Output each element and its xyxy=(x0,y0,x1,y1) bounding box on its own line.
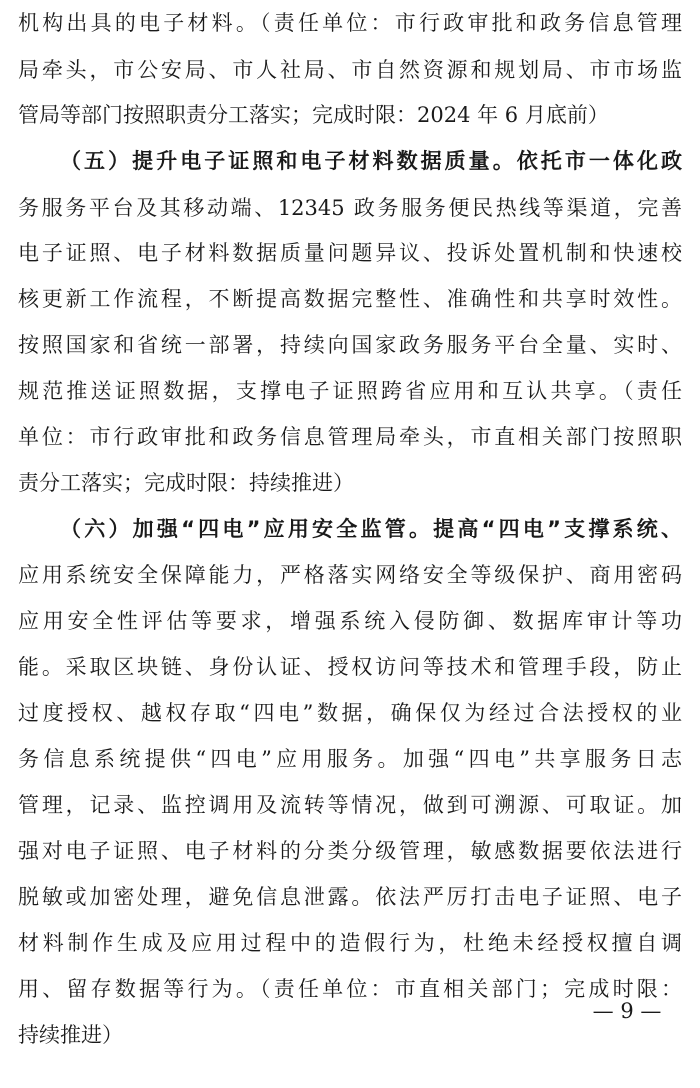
section-5-first-line xyxy=(60,144,682,178)
body-text-line: 材料制作生成及应用过程中的造假行为，杜绝未经授权擅自调 xyxy=(18,931,682,955)
body-text-line: 用、留存数据等行为。（责任单位：市直相关部门；完成时限： xyxy=(18,977,682,1001)
body-text-line: 脱敏或加密处理，避免信息泄露。依法严厉打击电子证照、电子 xyxy=(18,885,682,909)
body-text-line: 电子证照、电子材料数据质量问题异议、投诉处置机制和快速校 xyxy=(18,241,682,265)
body-text-line: 应用安全性评估等要求，增强系统入侵防御、数据库审计等功 xyxy=(18,609,682,633)
body-text-line: 单位：市行政审批和政务信息管理局牵头，市直相关部门按照职 xyxy=(18,425,682,449)
section-6-heading: 加强“四电”应用安全监管。提高“四电”支撑系统、 xyxy=(132,517,682,541)
body-text-line: 过度授权、越权存取“四电”数据，确保仅为经过合法授权的业 xyxy=(18,701,682,725)
body-text-line: 应用系统安全保障能力，严格落实网络安全等级保护、商用密码 xyxy=(18,563,682,587)
section-5-heading: 提升电子证照和电子材料数据质量。依托市一体化政 xyxy=(132,149,682,173)
section-5-label: （五） xyxy=(60,149,133,173)
section-6-first-line xyxy=(60,512,682,546)
body-text-line: 持续推进） xyxy=(18,1023,123,1047)
body-text-line: 强对电子证照、电子材料的分类分级管理，敏感数据要依法进行 xyxy=(18,839,682,863)
body-text-line: 务服务平台及其移动端、12345 政务服务便民热线等渠道，完善 xyxy=(18,196,682,220)
body-text-line: 责分工落实；完成时限：持续推进） xyxy=(18,471,354,495)
section-6-label: （六） xyxy=(60,517,133,541)
body-text-line: 核更新工作流程，不断提高数据完整性、准确性和共享时效性。 xyxy=(18,287,682,311)
body-text-line: 务信息系统提供“四电”应用服务。加强“四电”共享服务日志 xyxy=(18,747,682,771)
body-text-line: 机构出具的电子材料。（责任单位：市行政审批和政务信息管理 xyxy=(18,11,682,35)
body-text-line: 按照国家和省统一部署，持续向国家政务服务平台全量、实时、 xyxy=(18,333,682,357)
body-text-line: 局牵头，市公安局、市人社局、市自然资源和规划局、市市场监 xyxy=(18,58,682,82)
body-text-line: 管理，记录、监控调用及流转等情况，做到可溯源、可取证。加 xyxy=(18,793,682,817)
body-text-line: 能。采取区块链、身份认证、授权访问等技术和管理手段，防止 xyxy=(18,655,682,679)
body-text-line: 管局等部门按照职责分工落实；完成时限：2024 年 6 月底前） xyxy=(18,103,609,127)
page-number: — 9 — xyxy=(592,999,662,1023)
body-text-line: 规范推送证照数据，支撑电子证照跨省应用和互认共享。（责任 xyxy=(18,379,682,403)
